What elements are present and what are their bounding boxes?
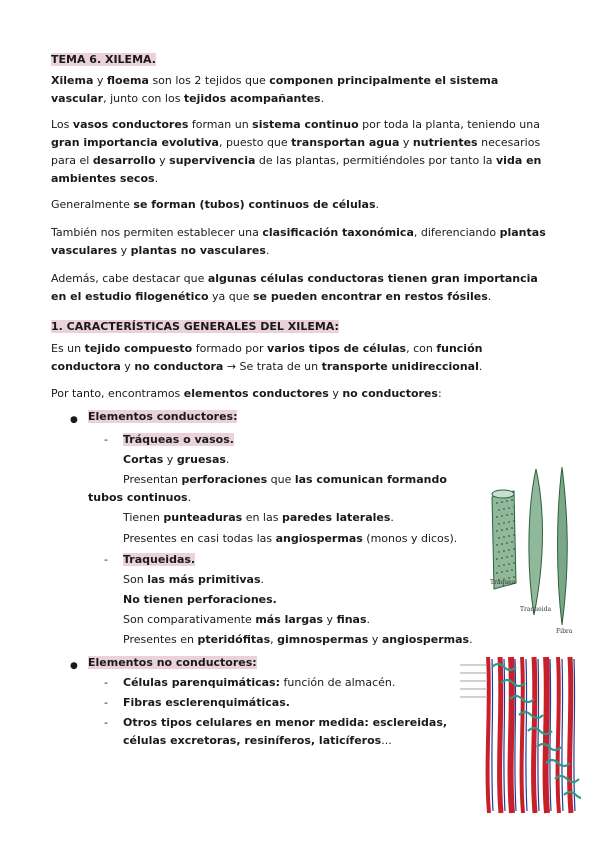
pit-mark	[501, 571, 503, 573]
pit-mark	[496, 516, 498, 518]
traqueas-line-4: Presentes en casi todas las angiospermas (monos y dicos).	[123, 532, 458, 545]
traqueas-heading: Tráqueas o vasos.	[123, 433, 234, 446]
pit-mark	[503, 550, 505, 552]
pit-mark	[506, 500, 508, 502]
pit-mark	[498, 565, 500, 567]
pit-mark	[503, 564, 505, 566]
pit-mark	[496, 544, 498, 546]
intro-paragraph-2: Los vasos conductores forman un sistema continuo por toda la planta, teniendo una gran importancia evolutiva, puesto que transportan agua y nutrientes necesarios para el desarrollo y supervivencia de las plantas, permitiéndoles por tanto la vida en ambientes secos.	[51, 118, 542, 185]
pit-mark	[498, 551, 500, 553]
pit-mark	[498, 537, 500, 539]
pit-mark	[508, 563, 510, 565]
no-conductores-item-2: Fibras esclerenquimáticas.	[123, 696, 290, 709]
dash-icon: -	[104, 716, 108, 729]
fibra-drawing	[558, 467, 568, 625]
pit-mark	[498, 509, 500, 511]
label-fibra: Fibra	[556, 628, 573, 635]
pit-mark	[496, 572, 498, 574]
pit-mark	[498, 523, 500, 525]
pit-mark	[503, 508, 505, 510]
pit-mark	[503, 522, 505, 524]
traqueidas-line-4: Presentes en pteridófitas, gimnospermas y angiospermas.	[123, 633, 473, 646]
traqueidas-heading: Traqueidas.	[123, 553, 196, 566]
pit-mark	[511, 541, 513, 543]
traqueida-drawing	[529, 469, 543, 615]
pit-mark	[496, 558, 498, 560]
section-paragraph-1: Es un tejido compuesto formado por varios tipos de células, con función conductora y no conductora → Se trata de un transporte unidireccional.	[51, 342, 483, 373]
pit-mark	[501, 543, 503, 545]
pit-mark	[501, 557, 503, 559]
pit-mark	[511, 499, 513, 501]
intro-paragraph-4: También nos permiten establecer una clasificación taxonómica, diferenciando plantas vasculares y plantas no vasculares.	[51, 226, 546, 257]
traqueas-line-2: Presentan perforaciones que las comunican formando tubos continuos.	[88, 473, 447, 504]
pit-mark	[508, 507, 510, 509]
dash-icon: -	[104, 433, 108, 446]
section-paragraph-2: Por tanto, encontramos elementos conductores y no conductores:	[51, 387, 442, 400]
pit-mark	[496, 502, 498, 504]
vessel-strand	[488, 657, 489, 813]
pit-mark	[511, 569, 513, 571]
pit-mark	[511, 513, 513, 515]
bullet-icon: ●	[70, 661, 78, 671]
page-title: TEMA 6. XILEMA.	[51, 53, 156, 66]
pit-mark	[511, 527, 513, 529]
traqueidas-line-3: Son comparativamente más largas y finas.	[123, 613, 371, 626]
pit-mark	[506, 514, 508, 516]
pit-mark	[513, 562, 515, 564]
traqueidas-line-1: Son las más primitivas.	[123, 573, 264, 586]
dash-icon: -	[104, 553, 108, 566]
pit-mark	[506, 542, 508, 544]
pit-mark	[506, 570, 508, 572]
pit-mark	[506, 528, 508, 530]
pit-mark	[508, 521, 510, 523]
pit-mark	[501, 515, 503, 517]
vessel-strand	[558, 657, 559, 813]
label-traqueida: Traqueida	[520, 606, 552, 613]
intro-paragraph-5: Además, cabe destacar que algunas células conductoras tienen gran importancia en el estudio filogenético ya que se pueden encontrar en restos fósiles.	[51, 272, 538, 303]
traqueas-line-1: Cortas y gruesas.	[123, 453, 230, 466]
dash-icon: -	[104, 676, 108, 689]
pit-mark	[511, 555, 513, 557]
pit-mark	[496, 530, 498, 532]
vessel-strand	[534, 657, 535, 813]
pit-mark	[501, 529, 503, 531]
no-conductores-item-1: Células parenquimáticas: función de almacén.	[123, 676, 396, 689]
traquea-drawing	[492, 490, 516, 589]
traqueidas-line-2: No tienen perforaciones.	[123, 593, 277, 606]
section-heading: 1. CARACTERÍSTICAS GENERALES DEL XILEMA:	[51, 320, 339, 333]
intro-paragraph-3: Generalmente se forman (tubos) continuos de células.	[51, 198, 380, 211]
label-traquea: Tráquea	[490, 579, 516, 586]
pit-mark	[506, 556, 508, 558]
xylem-cells-illustration	[478, 465, 588, 640]
traqueas-line-3: Tienen punteaduras en las paredes laterales.	[123, 511, 394, 524]
intro-paragraph-1: Xilema y floema son los 2 tejidos que componen principalmente el sistema vascular, junto con los tejidos acompañantes.	[51, 74, 499, 105]
dash-icon: -	[104, 696, 108, 709]
pit-mark	[513, 534, 515, 536]
pit-mark	[513, 548, 515, 550]
pit-mark	[508, 549, 510, 551]
conductores-heading: Elementos conductores:	[88, 410, 238, 423]
pit-mark	[513, 520, 515, 522]
no-conductores-heading: Elementos no conductores:	[88, 656, 257, 669]
xylem-tissue-illustration	[456, 655, 581, 815]
pit-mark	[508, 535, 510, 537]
pit-mark	[501, 501, 503, 503]
pit-mark	[513, 576, 515, 578]
vessel-strand	[522, 657, 523, 813]
bullet-icon: ●	[70, 415, 78, 425]
vessel-strand	[500, 657, 501, 813]
no-conductores-item-3: Otros tipos celulares en menor medida: esclereidas, células excretoras, resiníferos, laticíferos...	[123, 716, 448, 747]
pit-mark	[513, 506, 515, 508]
vessel-strand	[570, 657, 571, 813]
pit-mark	[503, 536, 505, 538]
